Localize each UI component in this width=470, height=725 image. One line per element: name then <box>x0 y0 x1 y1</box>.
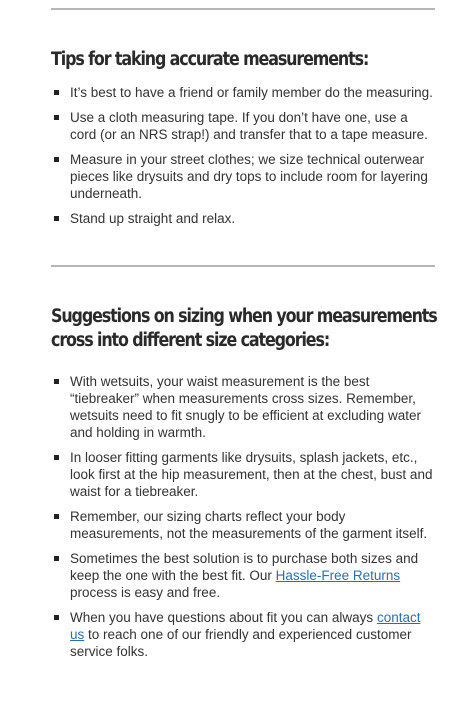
bullet-icon <box>54 455 59 460</box>
bullet-icon <box>54 90 59 95</box>
list-item-text: Stand up straight and relax. <box>70 211 236 226</box>
list-item <box>51 84 435 101</box>
list-item-text: In looser fitting garments like drysuits, splash jackets, etc., look first at the hip measurement, then at the chest, bust and waist for a tiebreaker. <box>70 450 433 499</box>
bullet-icon <box>54 556 59 561</box>
list-item <box>51 550 435 601</box>
bullet-icon <box>54 216 59 221</box>
list-item <box>51 508 435 542</box>
list-item-text: Remember, our sizing charts reflect your body measurements, not the measurements of the garment itself. <box>70 509 428 541</box>
hassle-free-returns-link[interactable]: Hassle-Free Returns <box>275 568 401 583</box>
bullet-icon <box>54 379 59 384</box>
list-item-text: Sometimes the best solution is to purchase both sizes and keep the one with the best fit. Our <box>70 551 419 583</box>
list-item-text: With wetsuits, your waist measurement is the best “tiebreaker” when measurements cross sizes. Remember, wetsuits need to fit snugly to be efficient at excluding water and holding in warmth. <box>70 374 421 440</box>
list-item-text: process is easy and free. <box>70 585 221 600</box>
suggestions-heading: Suggestions on sizing when your measurements cross into different size categories: <box>51 306 437 351</box>
list-item <box>51 609 435 660</box>
tips-list <box>51 84 435 227</box>
divider-middle <box>51 265 435 267</box>
list-item <box>51 373 435 441</box>
list-item <box>51 449 435 500</box>
list-item-text: to reach one of our friendly and experienced customer service folks. <box>70 627 412 659</box>
list-item <box>51 109 435 143</box>
list-item <box>51 151 435 202</box>
bullet-icon <box>54 157 59 162</box>
bullet-icon <box>54 514 59 519</box>
list-item <box>51 210 435 227</box>
list-item-text: When you have questions about fit you can always <box>70 610 377 625</box>
contact-us-link[interactable]: contact us <box>70 610 421 642</box>
list-item-text: Use a cloth measuring tape. If you don’t have one, use a cord (or an NRS strap!) and transfer that to a tape measure. <box>70 110 428 142</box>
bullet-icon <box>54 115 59 120</box>
bullet-icon <box>54 615 59 620</box>
sizing-guide-content <box>51 0 435 668</box>
tips-heading: Tips for taking accurate measurements: <box>51 49 369 70</box>
list-item-text: It’s best to have a friend or family member do the measuring. <box>70 85 433 100</box>
divider-top <box>51 8 435 10</box>
suggestions-list <box>51 373 435 660</box>
list-item-text: Measure in your street clothes; we size technical outerwear pieces like drysuits and dry tops to include room for layering underneath. <box>70 152 428 201</box>
